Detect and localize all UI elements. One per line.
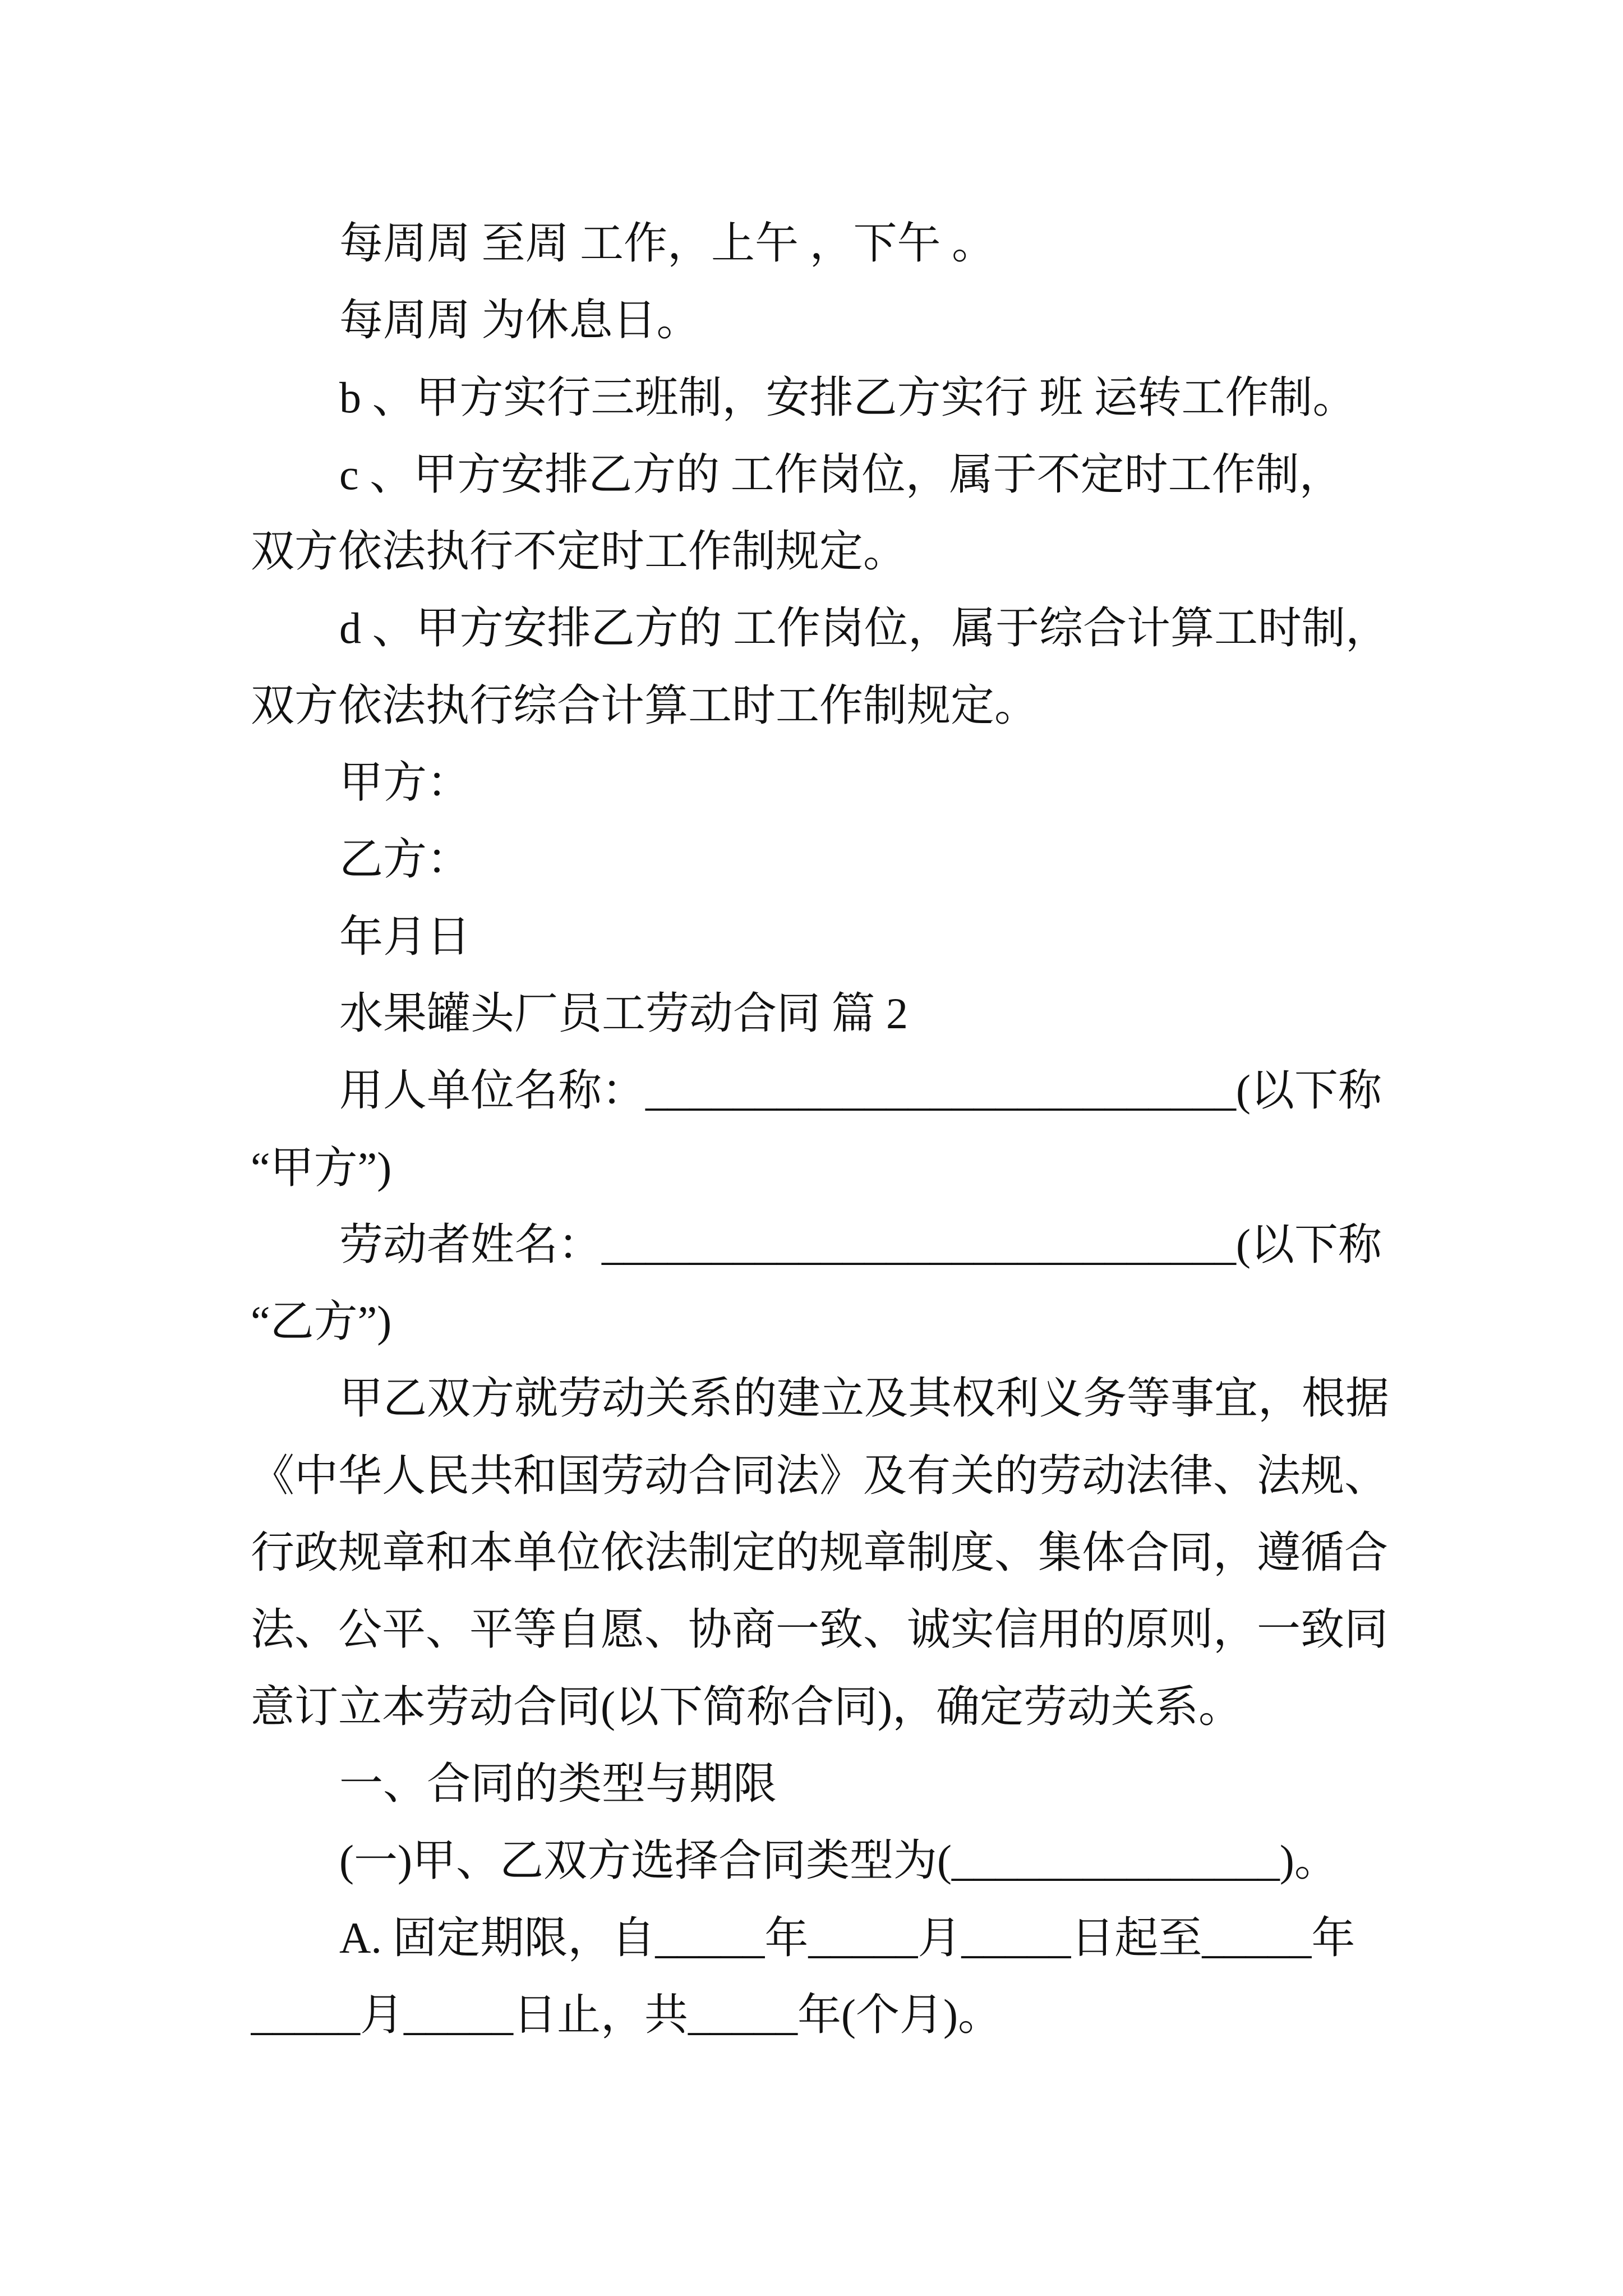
preamble-line: 法、公平、平等自愿、协商一致、诚实信用的原则，一致同	[251, 1605, 1389, 1654]
weekly-hours-line: 每周周 至周 工作，上午 ，下午 。	[339, 219, 996, 268]
preamble-line: 意订立本劳动合同(以下简称合同)，确定劳动关系。	[251, 1682, 1242, 1731]
preamble-line: 《中华人民共和国劳动合同法》及有关的劳动法律、法规、	[251, 1451, 1389, 1500]
fixed-term-option-line-cont: _____月_____日止，共_____年(个月)。	[251, 1990, 1002, 2039]
fixed-term-option-line: A. 固定期限，自_____年_____月_____日起至_____年	[339, 1913, 1355, 1962]
option-c-line-cont: 双方依法执行不定时工作制规定。	[251, 527, 907, 576]
option-c-line: c 、甲方安排乙方的 工作岗位，属于不定时工作制，	[339, 449, 1343, 499]
employer-name-line: 用人单位名称：___________________________(以下称	[339, 1066, 1382, 1115]
preamble-line: 甲乙双方就劳动关系的建立及其权利义务等事宜，根据	[339, 1374, 1390, 1423]
signature-date: 年月日	[339, 912, 471, 961]
party-a-signature: 甲方：	[339, 758, 471, 807]
employee-name-line-cont: “乙方”)	[251, 1297, 392, 1346]
employee-name-line: 劳动者姓名：_____________________________(以下称	[339, 1220, 1382, 1269]
option-d-line-cont: 双方依法执行综合计算工时工作制规定。	[251, 680, 1039, 730]
party-b-signature: 乙方：	[339, 835, 471, 884]
option-b-line: b 、甲方实行三班制，安排乙方实行 班 运转工作制。	[339, 372, 1357, 422]
preamble-line: 行政规章和本单位依法制定的规章制度、集体合同，遵循合	[251, 1528, 1389, 1577]
contract-title: 水果罐头厂员工劳动合同 篇 2	[339, 988, 909, 1038]
rest-day-line: 每周周 为休息日。	[339, 296, 700, 345]
contract-type-clause: (一)甲、乙双方选择合同类型为(_______________)。	[339, 1836, 1338, 1885]
employer-name-line-cont: “甲方”)	[251, 1143, 392, 1192]
section-1-heading: 一、合同的类型与期限	[339, 1759, 777, 1808]
document-body	[251, 205, 1541, 2053]
option-d-line: d 、甲方安排乙方的 工作岗位，属于综合计算工时制，	[339, 604, 1390, 653]
